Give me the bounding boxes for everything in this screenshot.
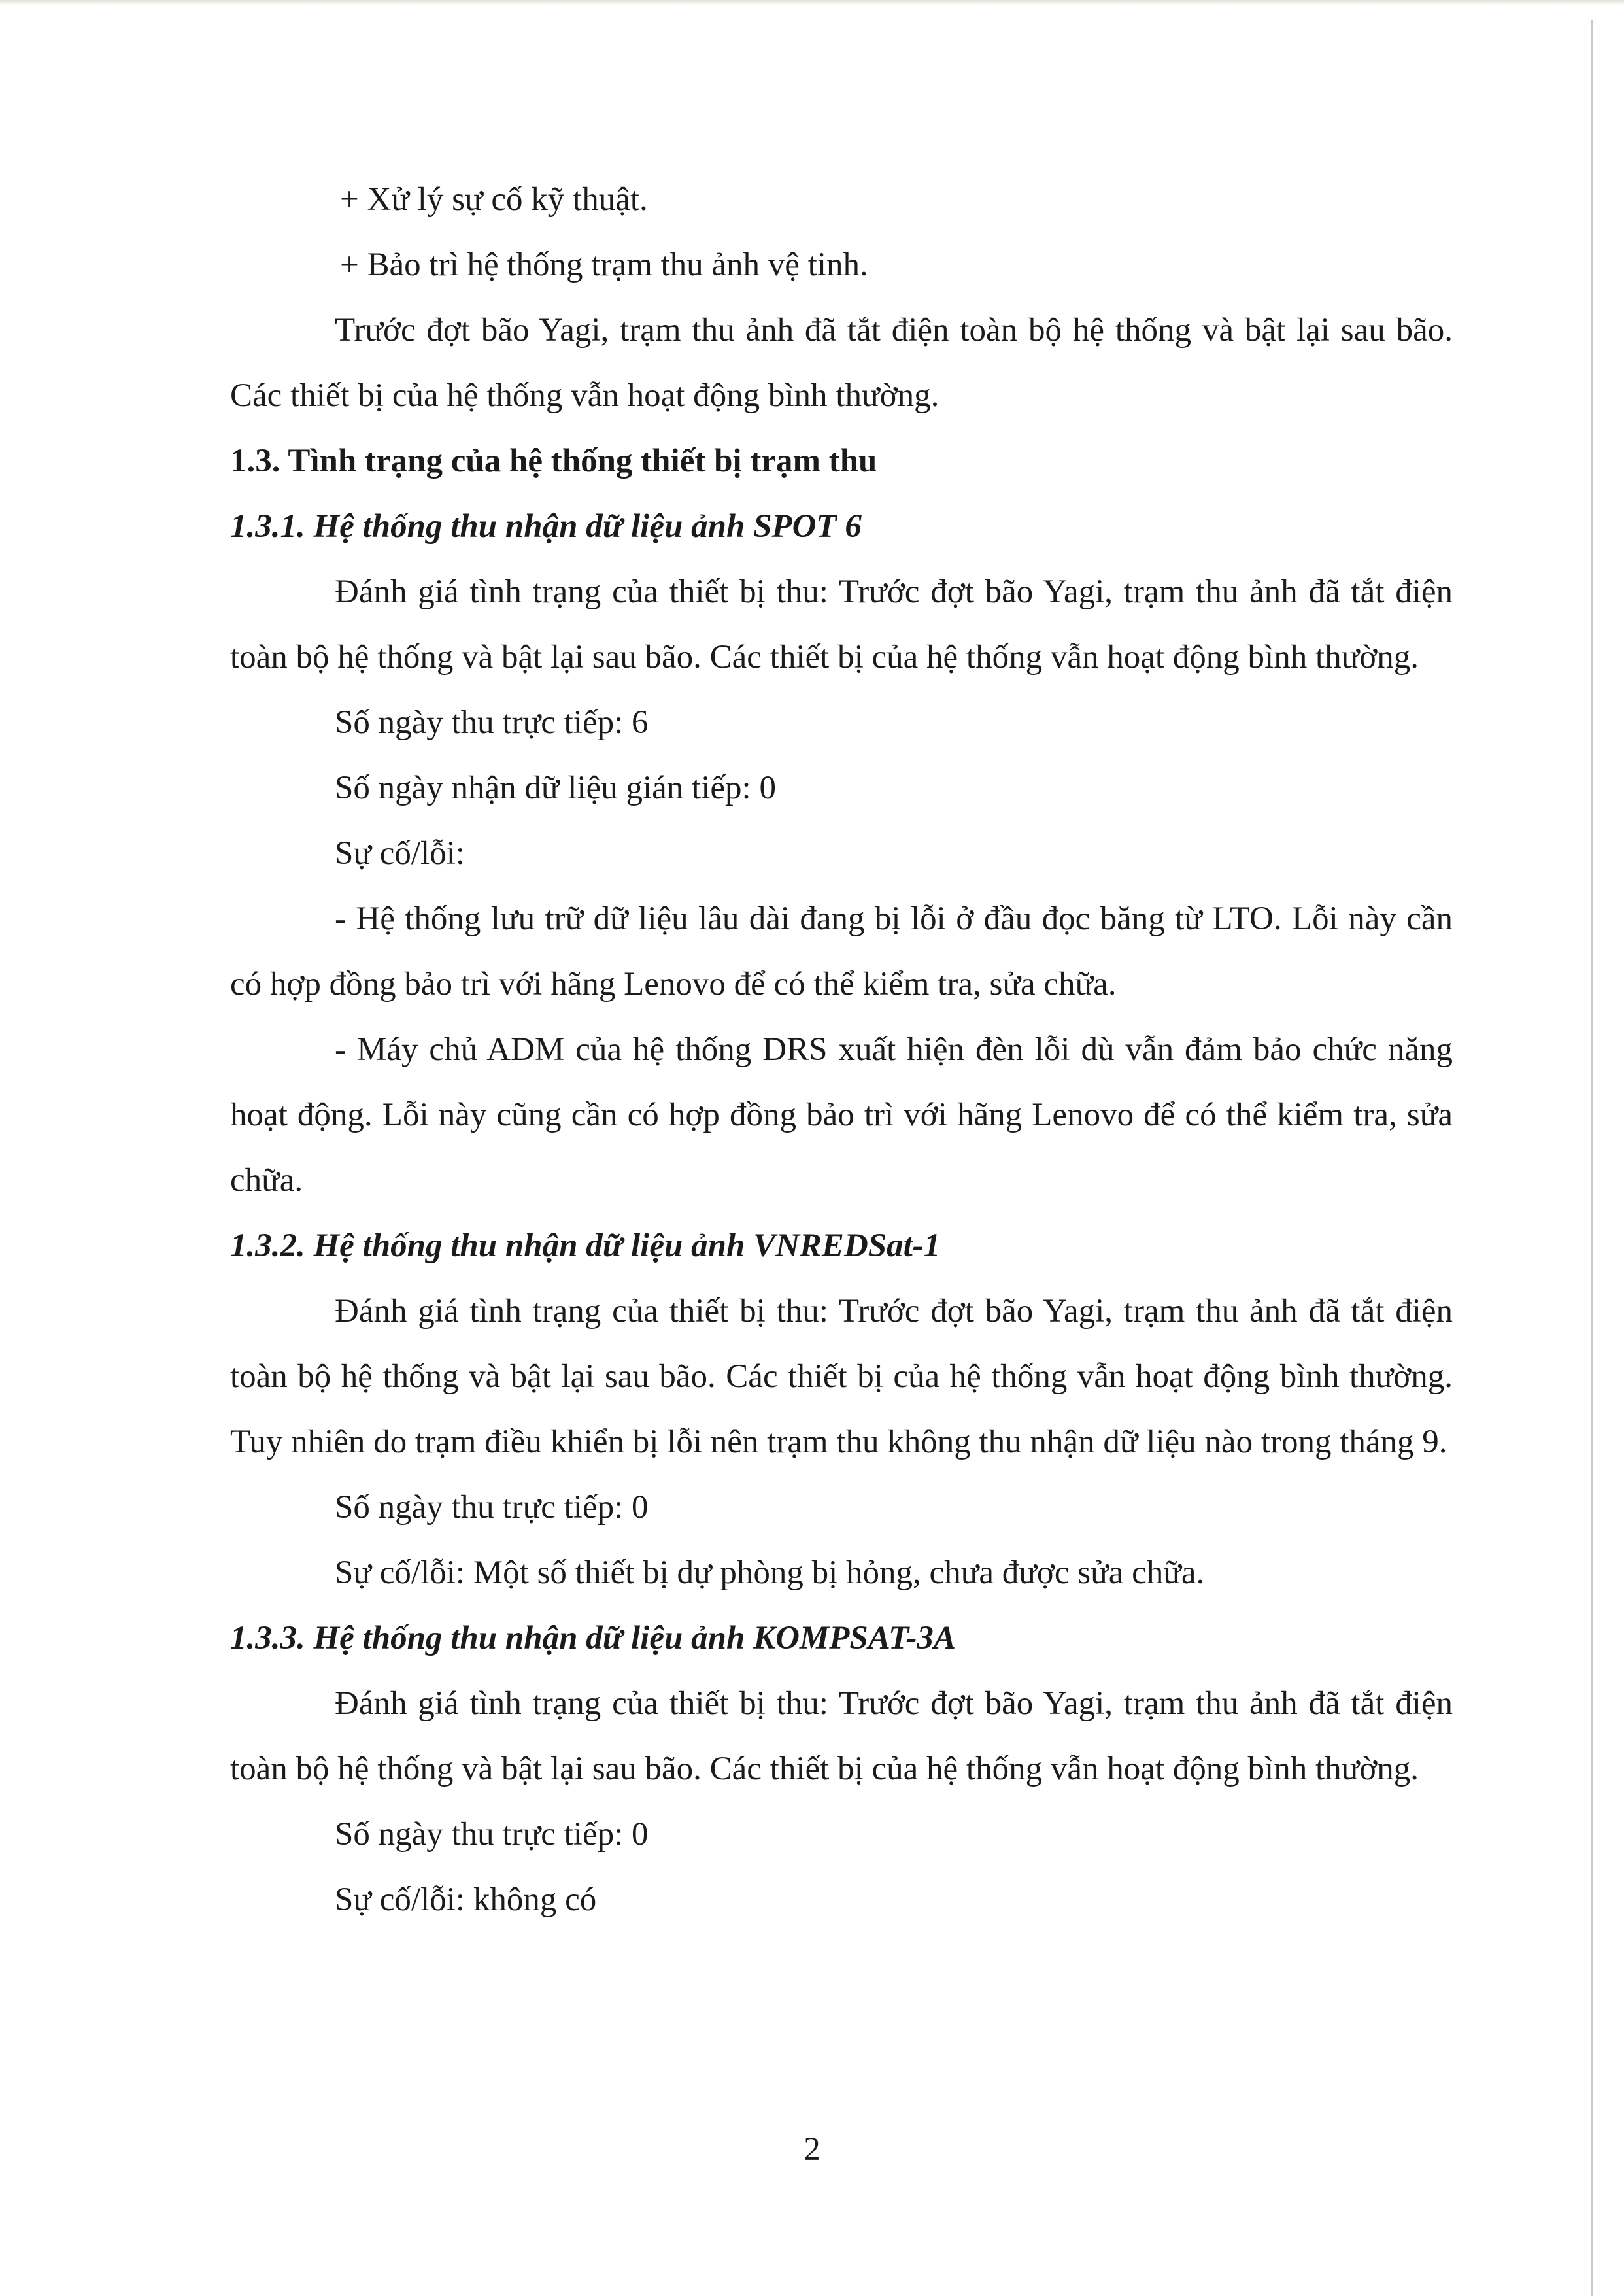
vnredsat1-issues: Sự cố/lỗi: Một số thiết bị dự phòng bị hỏng, chưa được sửa chữa.	[335, 1554, 1205, 1591]
document-page	[230, 167, 1453, 1932]
scan-right-edge	[1591, 20, 1593, 2296]
page-number: 2	[804, 2131, 820, 2168]
subsection-heading-kompsat3a: 1.3.3. Hệ thống thu nhận dữ liệu ảnh KOMPSAT-3A	[230, 1620, 956, 1656]
subsection-heading-spot6: 1.3.1. Hệ thống thu nhận dữ liệu ảnh SPOT 6	[230, 508, 862, 545]
kompsat3a-issues: Sự cố/lỗi: không có	[335, 1881, 597, 1918]
subsection-heading-vnredsat1: 1.3.2. Hệ thống thu nhận dữ liệu ảnh VNREDSat-1	[230, 1227, 941, 1264]
spot6-issues-label: Sự cố/lỗi:	[335, 835, 465, 872]
kompsat3a-direct-days: Số ngày thu trực tiếp: 0	[335, 1816, 649, 1853]
bullet-item: + Xử lý sự cố kỹ thuật.	[340, 181, 648, 218]
section-heading: 1.3. Tình trạng của hệ thống thiết bị trạm thu	[230, 443, 877, 479]
spot6-issue-1: - Hệ thống lưu trữ dữ liệu lâu dài đang bị lỗi ở đầu đọc băng từ LTO. Lỗi này cần có hợp đồng bảo trì với hãng Lenovo để có thể kiểm tra, sửa chữa.	[230, 900, 1453, 1002]
spot6-issue-2: - Máy chủ ADM của hệ thống DRS xuất hiện đèn lỗi dù vẫn đảm bảo chức năng hoạt động. Lỗi này cũng cần có hợp đồng bảo trì với hãng Lenovo để có thể kiểm tra, sửa chữa.	[230, 1031, 1453, 1199]
kompsat3a-assessment: Đánh giá tình trạng của thiết bị thu: Trước đợt bão Yagi, trạm thu ảnh đã tắt điện toàn bộ hệ thống và bật lại sau bão. Các thiết bị của hệ thống vẫn hoạt động bình thường.	[230, 1685, 1453, 1787]
scan-top-edge	[0, 0, 1624, 5]
intro-paragraph: Trước đợt bão Yagi, trạm thu ảnh đã tắt điện toàn bộ hệ thống và bật lại sau bão. Các thiết bị của hệ thống vẫn hoạt động bình thường.	[230, 312, 1453, 414]
vnredsat1-direct-days: Số ngày thu trực tiếp: 0	[335, 1489, 649, 1526]
spot6-direct-days: Số ngày thu trực tiếp: 6	[335, 704, 649, 741]
bullet-item: + Bảo trì hệ thống trạm thu ảnh vệ tinh.	[340, 247, 868, 283]
spot6-indirect-days: Số ngày nhận dữ liệu gián tiếp: 0	[335, 770, 776, 806]
spot6-assessment: Đánh giá tình trạng của thiết bị thu: Trước đợt bão Yagi, trạm thu ảnh đã tắt điện toàn bộ hệ thống và bật lại sau bão. Các thiết bị của hệ thống vẫn hoạt động bình thường.	[230, 574, 1453, 676]
vnredsat1-assessment: Đánh giá tình trạng của thiết bị thu: Trước đợt bão Yagi, trạm thu ảnh đã tắt điện toàn bộ hệ thống và bật lại sau bão. Các thiết bị của hệ thống vẫn hoạt động bình thường. Tuy nhiên do trạm điều khiển bị lỗi nên trạm thu không thu nhận dữ liệu nào trong tháng 9.	[230, 1293, 1453, 1460]
